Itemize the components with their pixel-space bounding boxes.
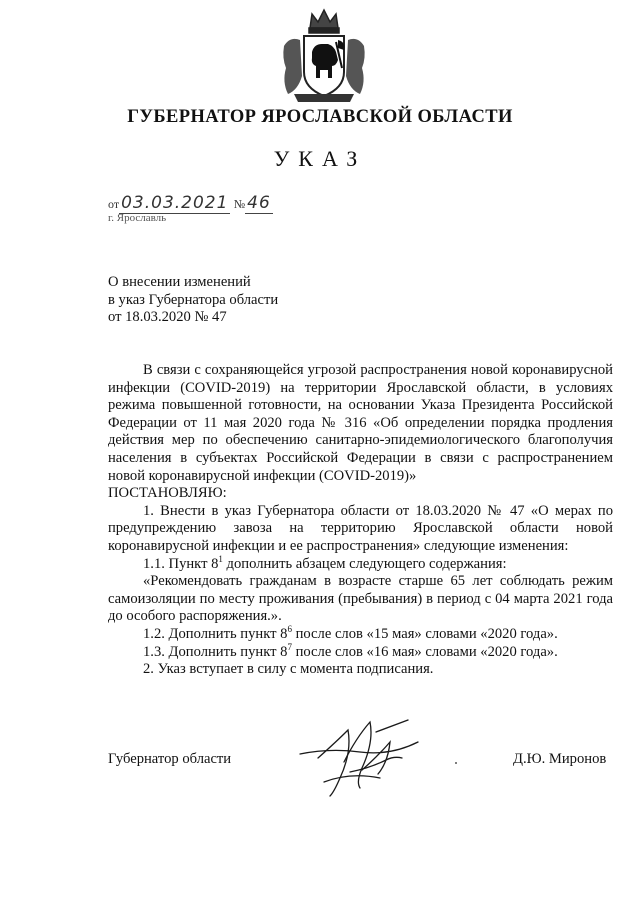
item-1-3-text: 1.3. Дополнить пункт 8 — [143, 643, 288, 660]
signatory-title: Губернатор области — [108, 751, 232, 767]
item-1-3-sup: 7 — [287, 641, 292, 652]
item-1-1-sup: 1 — [218, 553, 223, 564]
decree-word: ПОСТАНОВЛЯЮ: — [108, 485, 227, 502]
ink-dot — [455, 762, 457, 764]
item-1-2 — [108, 626, 613, 644]
date-prefix: от — [108, 197, 120, 211]
handwritten-signature — [290, 712, 440, 802]
preamble-paragraph: В связи с сохраняющейся угрозой распространения новой коронавирусной инфекции (COVID-2019) на территории Ярославской области, в условиях режима повышенной готовности, на основании Указа Президента Российской Федерации от 11 мая 2020 года № 316 «Об определении порядка продления действия мер по обеспечению санитарно-эпидемиологического благополучия населения в субъектах Российской Федерации в связи с распространением новой коронавирусной инфекции (COVID-2019)» — [108, 362, 613, 484]
subject-line: от 18.03.2020 № 47 — [108, 309, 227, 325]
signatory-name: Д.Ю. Миронов — [513, 751, 607, 767]
item-2: 2. Указ вступает в силу с момента подписания. — [143, 661, 434, 678]
item-1-2-rest: после слов «15 мая» словами «2020 года». — [291, 625, 558, 642]
subject-block — [108, 274, 278, 327]
subject-line: в указ Губернатора области — [108, 291, 279, 308]
coat-of-arms-emblem — [276, 6, 372, 106]
item-1: 1. Внести в указ Губернатора области от 18.03.2020 № 47 «О мерах по предупреждению завоза на территорию Ярославской области новой коронавирусной инфекции и ее распространения» следующие изменения: — [108, 502, 613, 554]
subject-line: О внесении изменений — [108, 274, 251, 290]
authority-title: ГУБЕРНАТОР ЯРОСЛАВСКОЙ ОБЛАСТИ — [127, 107, 513, 127]
registration-line — [108, 193, 273, 213]
item-1-2-sup: 6 — [287, 624, 292, 635]
number-label: № — [233, 197, 246, 211]
item-1-1 — [108, 553, 613, 574]
document-body — [108, 362, 613, 679]
issue-city: г. Ярославль — [108, 212, 167, 224]
item-1-3-rest: после слов «16 мая» словами «2020 года». — [291, 643, 558, 660]
item-1-1-rest: дополнить абзацем следующего содержания: — [222, 555, 507, 572]
item-1-1-text: 1.1. Пункт 8 — [143, 555, 219, 572]
quoted-paragraph: «Рекомендовать гражданам в возрасте старше 65 лет соблюдать режим самоизоляции по месту проживания (пребывания) в период с 04 марта 2021 года до особого распоряжения.». — [108, 573, 613, 625]
document-type: УКАЗ — [273, 146, 367, 171]
item-1-3 — [108, 641, 613, 662]
document-number: 46 — [247, 193, 271, 213]
document-date: 03.03.2021 — [121, 193, 229, 213]
item-1-2-text: 1.2. Дополнить пункт 8 — [143, 625, 288, 642]
